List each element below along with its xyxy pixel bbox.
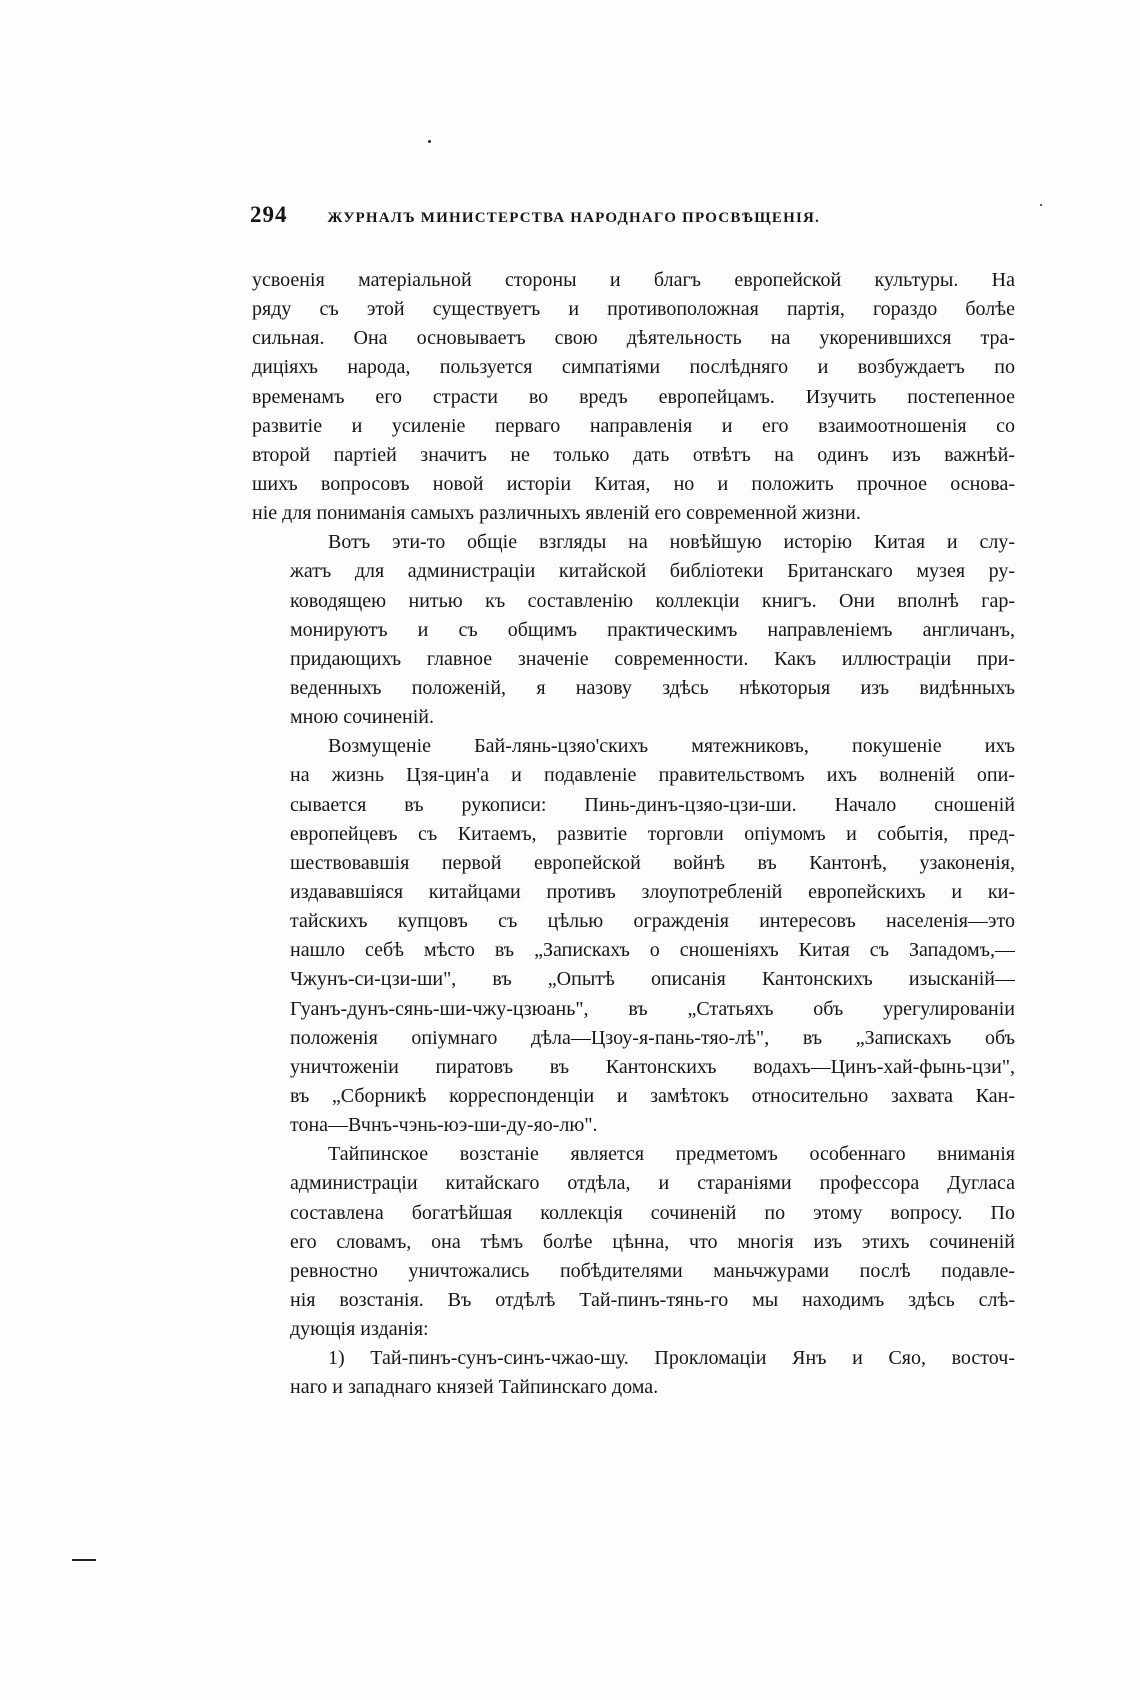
text-line: усвоенія матеріальной стороны и благъ европейской культуры. На <box>252 269 1015 291</box>
running-head <box>250 202 1050 238</box>
journal-title: ЖУРНАЛЪ МИНИСТЕРСТВА НАРОДНАГО ПРОСВѢЩЕНІЯ. <box>327 210 820 226</box>
text-line: временамъ его страсти во вредъ европейцамъ. Изучить постепенное <box>252 385 1015 408</box>
text-line: администраціи китайскаго отдѣла, и стараніями профессора Дугласа <box>290 1172 1015 1195</box>
text-line: веденныхъ положеній, я назову здѣсь нѣкоторыя изъ видѣнныхъ <box>290 676 1015 699</box>
text-line: его словамъ, она тѣмъ болѣе цѣнна, что многія изъ этихъ сочиненій <box>290 1230 1015 1253</box>
text-line: жатъ для администраціи китайской библіотеки Британскаго музея ру- <box>290 560 1015 583</box>
text-line: Тайпинское возстаніе является предметомъ особеннаго вниманія <box>328 1143 1015 1166</box>
paragraph <box>252 266 1015 528</box>
text-line: уничтоженіи пиратовъ въ Кантонскихъ водахъ—Цинъ-хай-фынь-цзи", <box>290 1055 1015 1078</box>
text-line: 1) Тай-пинъ-сунъ-синъ-чжао-шу. Прокломаціи Янъ и Сяо, восточ- <box>328 1347 1015 1370</box>
ink-speck <box>428 140 431 143</box>
text-line: развитіе и усиленіе перваго направленія и его взаимоотношенія со <box>252 414 1015 437</box>
text-line: наго и западнаго князей Тайпинскаго дома. <box>290 1376 659 1399</box>
text-line: дующія изданія: <box>290 1318 429 1341</box>
text-body <box>252 266 1015 1402</box>
text-line: составлена богатѣйшая коллекція сочиненій по этому вопросу. По <box>290 1201 1015 1224</box>
text-line: Чжунъ-си-цзи-ши", въ „Опытѣ описанія Кантонскихъ изысканій— <box>290 968 1015 991</box>
text-line: шихъ вопросовъ новой исторіи Китая, но и положить прочное основа- <box>252 472 1015 495</box>
paragraph <box>252 528 1015 732</box>
text-line: сывается въ рукописи: Пинь-динъ-цзяо-цзи-ши. Начало сношеній <box>290 793 1015 816</box>
text-line: въ „Сборникѣ корреспонденціи и замѣтокъ относительно захвата Кан- <box>290 1084 1015 1107</box>
text-line: издававшіяся китайцами противъ злоупотребленій европейскихъ и ки- <box>290 880 1015 903</box>
text-line: диціяхъ народа, пользуется симпатіями послѣдняго и возбуждаетъ по <box>252 356 1015 379</box>
text-line: тайскихъ купцовъ съ цѣлью огражденія интересовъ населенія—это <box>290 910 1015 933</box>
text-line: шествовавшія первой европейской войнѣ въ Кантонѣ, узаконенія, <box>290 851 1015 874</box>
text-line: второй партіей значитъ не только дать отвѣтъ на одинъ изъ важнѣй- <box>252 443 1015 466</box>
text-line: Гуанъ-дунъ-сянь-ши-чжу-цзюань", въ „Статьяхъ объ урегулированіи <box>290 997 1015 1020</box>
text-line: Вотъ эти-то общіе взгляды на новѣйшую исторію Китая и слу- <box>328 531 1015 554</box>
text-line: монируютъ и съ общимъ практическимъ направленіемъ англичанъ, <box>290 618 1015 641</box>
text-line: положенія опіумнаго дѣла—Цзоу-я-пань-тяо-лѣ", въ „Запискахъ объ <box>290 1026 1015 1049</box>
text-line: нія возстанія. Въ отдѣлѣ Тай-пинъ-тянь-го мы находимъ здѣсь слѣ- <box>290 1288 1015 1311</box>
text-line: сильная. Она основываетъ свою дѣятельность на укоренившихся тра- <box>252 327 1015 350</box>
text-line: тона—Вчнъ-чэнь-юэ-ши-ду-яо-лю". <box>290 1114 598 1137</box>
text-line: на жизнь Цзя-цин'а и подавленіе правительствомъ ихъ волненій опи- <box>290 764 1015 787</box>
paragraph <box>252 1140 1015 1344</box>
text-line: ководящею нитью къ составленію коллекціи книгъ. Они вполнѣ гар- <box>290 589 1015 612</box>
text-line: европейцевъ съ Китаемъ, развитіе торговли опіумомъ и событія, пред- <box>290 822 1015 845</box>
text-line: мною сочиненій. <box>290 706 434 729</box>
page-number: 294 <box>250 202 288 227</box>
paragraph <box>252 1344 1015 1402</box>
paragraph <box>252 732 1015 1140</box>
text-line: ряду съ этой существуетъ и противоположная партія, гораздо болѣе <box>252 298 1015 321</box>
margin-dash <box>72 1559 96 1561</box>
text-line: ревностно уничтожались побѣдителями маньчжурами послѣ подавле- <box>290 1259 1015 1282</box>
text-line: придающихъ главное значеніе современности. Какъ иллюстраціи при- <box>290 647 1015 670</box>
text-line: Возмущеніе Бай-лянь-цзяо'скихъ мятежниковъ, покушеніе ихъ <box>328 735 1015 758</box>
text-line: ніе для пониманія самыхъ различныхъ явленій его современной жизни. <box>252 502 861 525</box>
text-line: нашло себѣ мѣсто въ „Запискахъ о сношеніяхъ Китая съ Западомъ,— <box>290 939 1015 962</box>
